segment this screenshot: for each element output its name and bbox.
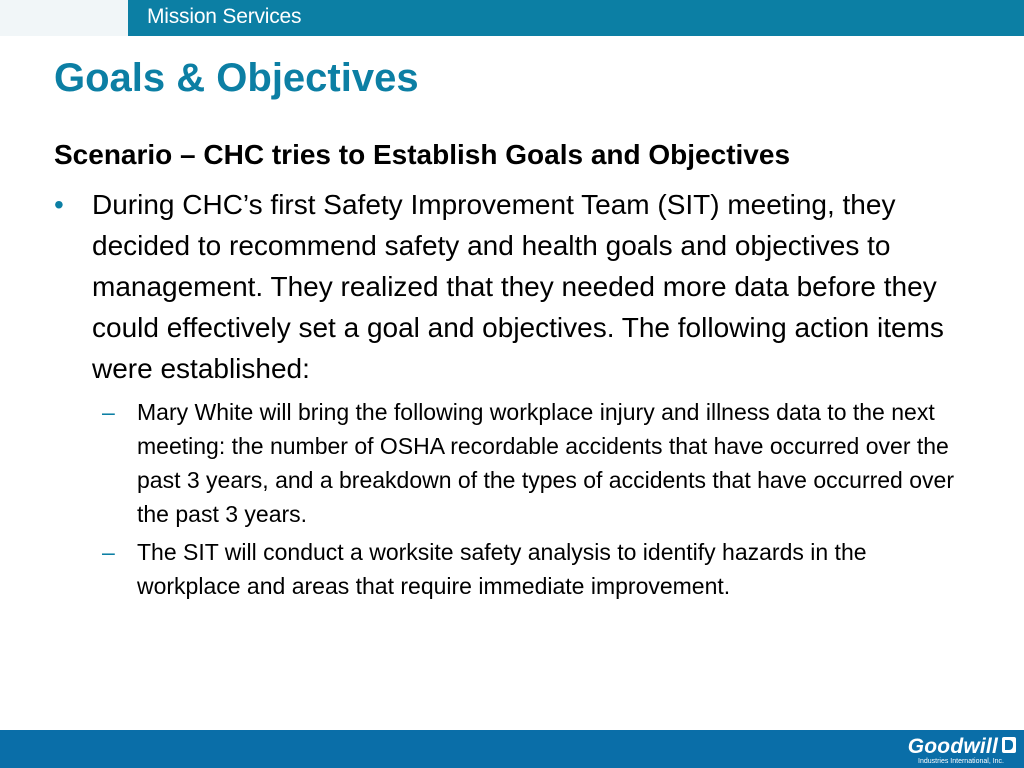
- footer-band: [0, 730, 1024, 768]
- dash-icon: –: [102, 539, 115, 565]
- main-bullet-text: During CHC’s first Safety Improvement Team (SIT) meeting, they decided to recommend safety and health goals and objectives to management. They realized that they needed more data before they could effectively set a goal and objectives. The following action items were established:: [92, 189, 944, 384]
- dash-icon: –: [102, 399, 115, 425]
- sub-bullet-list: [54, 395, 974, 603]
- logo-subtext: Industries International, Inc.: [918, 758, 1004, 765]
- logo-wordmark: Goodwill: [907, 735, 998, 758]
- header-light-box: [0, 0, 128, 36]
- goodwill-logo: [883, 733, 1018, 765]
- header-band: [0, 0, 1024, 36]
- scenario-heading: Scenario – CHC tries to Establish Goals and Objectives: [54, 139, 791, 170]
- goodwill-g-icon: [1002, 737, 1016, 753]
- sub-bullet-item: [102, 395, 957, 531]
- header-label: Mission Services: [147, 5, 302, 28]
- sub-bullet-item: [102, 535, 957, 603]
- slide-content: [54, 136, 974, 607]
- bullet-dot-icon: •: [54, 189, 64, 220]
- slide-title: Goals & Objectives: [54, 56, 419, 100]
- sub-bullet-text: The SIT will conduct a worksite safety analysis to identify hazards in the workplace and areas that require immediate improvement.: [137, 539, 867, 599]
- sub-bullet-text: Mary White will bring the following workplace injury and illness data to the next meeting: the number of OSHA recordable accidents that have occurred over the past 3 years, and a breakdown of the types of accidents that have occurred over the past 3 years.: [137, 399, 954, 527]
- main-bullet: [54, 184, 962, 389]
